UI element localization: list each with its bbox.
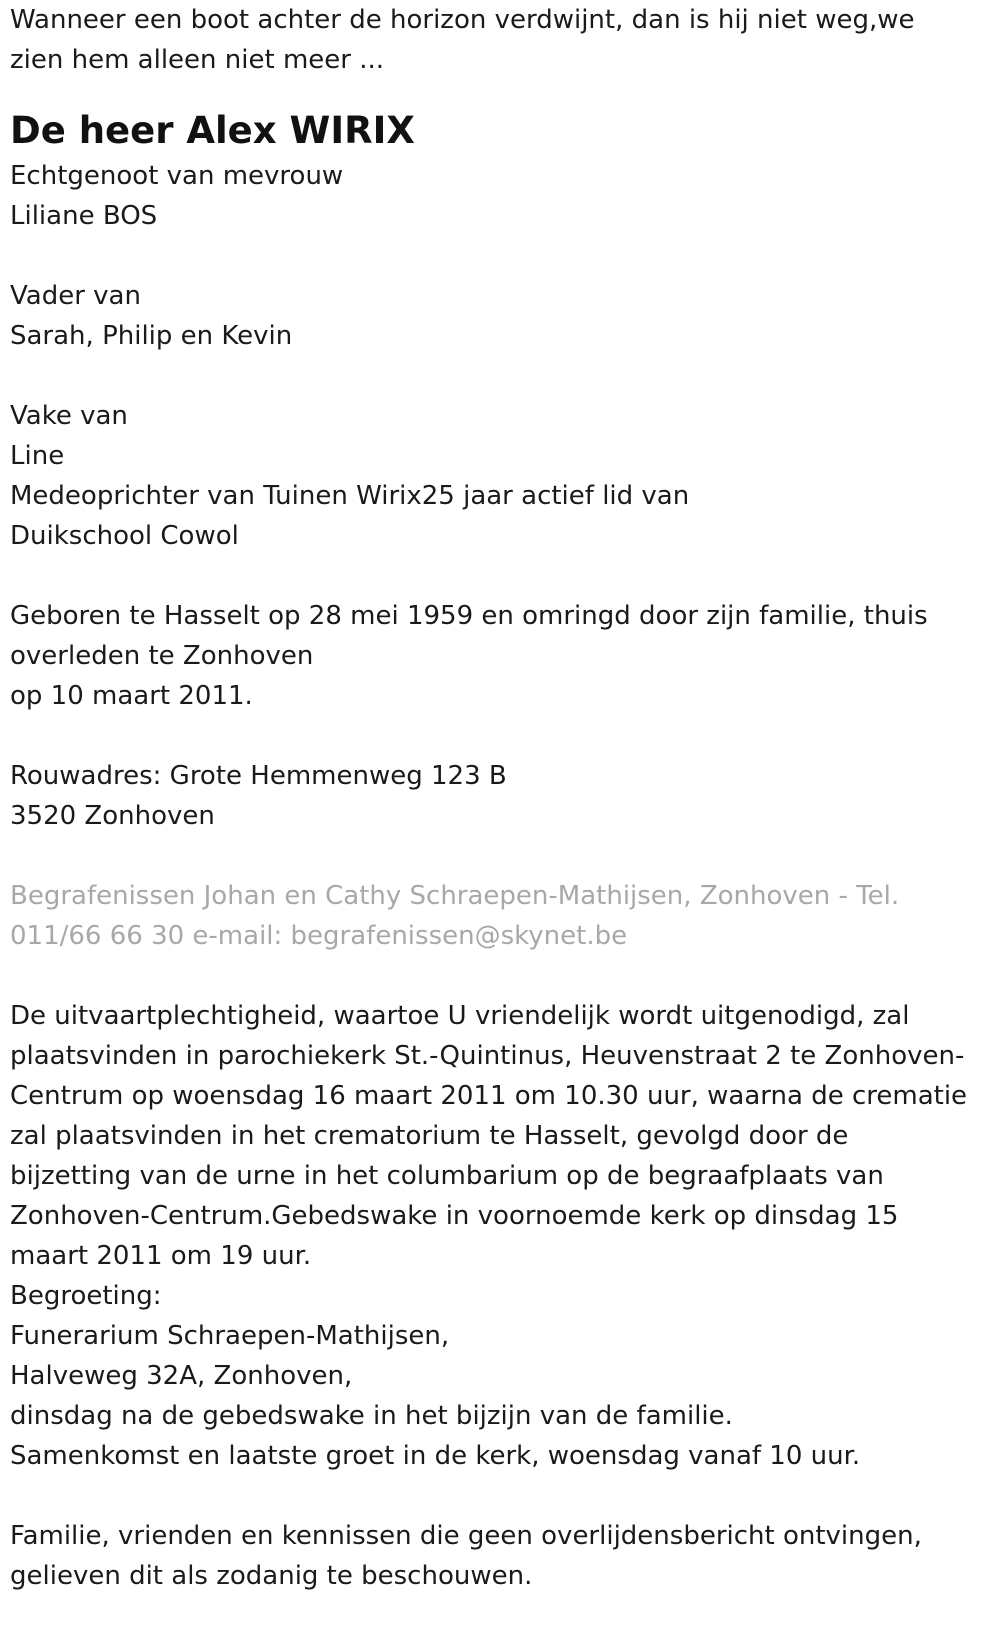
ceremony-line: Begroeting: (10, 1281, 162, 1311)
closing-block (10, 1516, 990, 1596)
undertaker-block (10, 876, 990, 956)
spacer (10, 556, 990, 596)
closing-line: gelieven dit als zodanig te beschouwen. (10, 1561, 533, 1591)
spacer (10, 836, 990, 876)
birth-death-line: overleden te Zonhoven (10, 641, 314, 671)
ceremony-line: maart 2011 om 19 uur. (10, 1241, 312, 1271)
ceremony-line: De uitvaartplechtigheid, waartoe U vriendelijk wordt uitgenodigd, zal (10, 1001, 910, 1031)
spouse-line: Echtgenoot van mevrouw (10, 161, 344, 191)
closing-line: Familie, vrienden en kennissen die geen overlijdensbericht ontvingen, (10, 1521, 922, 1551)
grandchildren-block (10, 396, 990, 556)
ceremony-line: Funerarium Schraepen-Mathijsen, (10, 1321, 450, 1351)
quote-block (10, 0, 990, 80)
ceremony-line: Centrum op woensdag 16 maart 2011 om 10.30 uur, waarna de crematie (10, 1081, 968, 1111)
grandchildren-line: Line (10, 441, 65, 471)
spacer (10, 956, 990, 996)
grandchildren-line: Vake van (10, 401, 128, 431)
children-line: Vader van (10, 281, 141, 311)
quote-line: Wanneer een boot achter de horizon verdwijnt, dan is hij niet weg,we (10, 5, 915, 35)
birth-death-line: Geboren te Hasselt op 28 mei 1959 en omringd door zijn familie, thuis (10, 601, 928, 631)
deceased-name: De heer Alex WIRIX (10, 109, 415, 152)
ceremony-line: Zonhoven-Centrum.Gebedswake in voornoemde kerk op dinsdag 15 (10, 1201, 899, 1231)
quote-line: zien hem alleen niet meer ... (10, 45, 385, 75)
ceremony-line: plaatsvinden in parochiekerk St.-Quintinus, Heuvenstraat 2 te Zonhoven- (10, 1041, 965, 1071)
ceremony-line: bijzetting van de urne in het columbarium op de begraafplaats van (10, 1161, 884, 1191)
address-line: Rouwadres: Grote Hemmenweg 123 B (10, 761, 507, 791)
children-block (10, 276, 990, 356)
grandchildren-line: Duikschool Cowol (10, 521, 239, 551)
spouse-block (10, 156, 990, 236)
ceremony-block (10, 996, 990, 1476)
undertaker-line: Begrafenissen Johan en Cathy Schraepen-Mathijsen, Zonhoven - Tel. (10, 881, 900, 911)
address-block (10, 756, 990, 836)
children-line: Sarah, Philip en Kevin (10, 321, 293, 351)
spacer (10, 236, 990, 276)
ceremony-line: Samenkomst en laatste groet in de kerk, woensdag vanaf 10 uur. (10, 1441, 861, 1471)
ceremony-line: zal plaatsvinden in het crematorium te Hasselt, gevolgd door de (10, 1121, 849, 1151)
birth-death-block (10, 596, 990, 716)
spacer (10, 716, 990, 756)
address-line: 3520 Zonhoven (10, 801, 215, 831)
spacer (10, 356, 990, 396)
ceremony-line: Halveweg 32A, Zonhoven, (10, 1361, 353, 1391)
spouse-line: Liliane BOS (10, 201, 158, 231)
birth-death-line: op 10 maart 2011. (10, 681, 253, 711)
spacer (10, 1476, 990, 1516)
grandchildren-line: Medeoprichter van Tuinen Wirix25 jaar actief lid van (10, 481, 690, 511)
ceremony-line: dinsdag na de gebedswake in het bijzijn van de familie. (10, 1401, 733, 1431)
undertaker-line: 011/66 66 30 e-mail: begrafenissen@skynet.be (10, 921, 628, 951)
